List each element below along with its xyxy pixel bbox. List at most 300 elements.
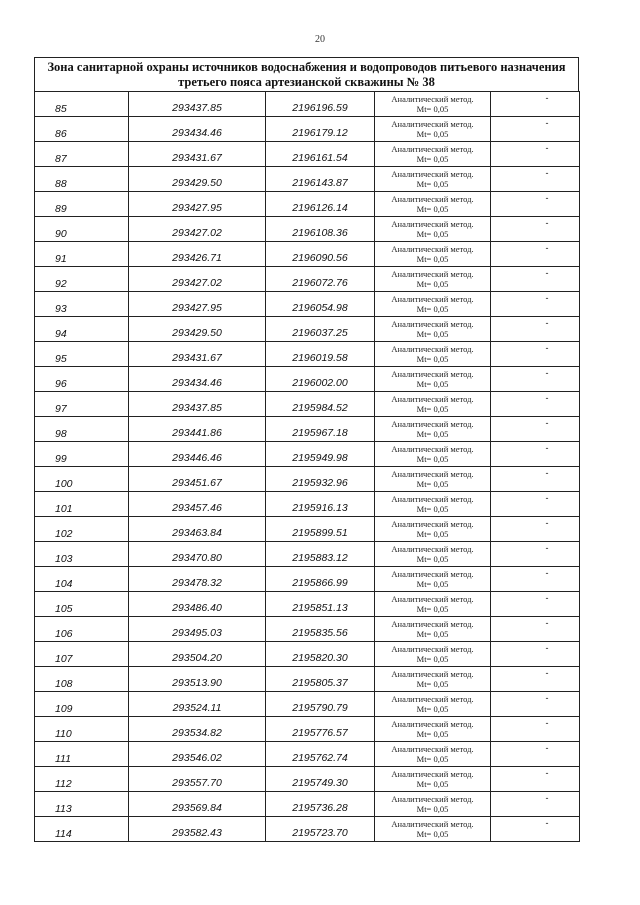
point-number-cell [35, 742, 129, 767]
note-mark: - [545, 468, 549, 478]
note-cell [491, 592, 580, 617]
table-row [35, 517, 580, 542]
point-number: 105 [55, 603, 73, 615]
y-coordinate-cell [266, 367, 375, 392]
x-coordinate-cell [129, 492, 266, 517]
y-coordinate: 2196054.98 [292, 302, 348, 314]
note-cell [491, 442, 580, 467]
y-coordinate: 2196072.76 [292, 277, 348, 289]
page-number: 20 [315, 34, 325, 45]
x-coordinate-cell [129, 617, 266, 642]
y-coordinate: 2196090.56 [292, 252, 348, 264]
y-coordinate: 2195805.37 [292, 677, 348, 689]
point-number-cell [35, 117, 129, 142]
point-number-cell [35, 767, 129, 792]
point-number-cell [35, 192, 129, 217]
method-cell [375, 542, 491, 567]
x-coordinate-cell [129, 142, 266, 167]
method-cell [375, 292, 491, 317]
method-name: Аналитический метод. [391, 544, 474, 554]
point-number-cell [35, 717, 129, 742]
point-number: 106 [55, 628, 73, 640]
method-accuracy: Mt= 0,05 [416, 479, 449, 489]
point-number-cell [35, 642, 129, 667]
method-accuracy: Mt= 0,05 [416, 104, 449, 114]
point-number: 86 [55, 128, 67, 140]
table-row [35, 492, 580, 517]
y-coordinate-cell [266, 617, 375, 642]
x-coordinate: 293451.67 [172, 477, 222, 489]
point-number: 95 [55, 353, 67, 365]
method-accuracy: Mt= 0,05 [416, 329, 449, 339]
method-cell [375, 767, 491, 792]
method-name: Аналитический метод. [391, 294, 474, 304]
method-accuracy: Mt= 0,05 [416, 504, 449, 514]
note-cell [491, 117, 580, 142]
point-number: 113 [55, 803, 72, 815]
note-mark: - [545, 518, 549, 528]
point-number-cell [35, 467, 129, 492]
y-coordinate: 2196019.58 [292, 352, 348, 364]
y-coordinate: 2196143.87 [292, 177, 348, 189]
note-mark: - [545, 718, 549, 728]
note-cell [491, 92, 580, 117]
point-number: 111 [55, 753, 71, 765]
note-mark: - [545, 243, 549, 253]
method-cell [375, 167, 491, 192]
method-name: Аналитический метод. [391, 694, 474, 704]
x-coordinate: 293513.90 [172, 677, 222, 689]
method-name: Аналитический метод. [391, 444, 474, 454]
table-row [35, 817, 580, 842]
point-number: 88 [55, 178, 67, 190]
y-coordinate: 2195916.13 [292, 502, 348, 514]
method-cell [375, 567, 491, 592]
method-accuracy: Mt= 0,05 [416, 279, 449, 289]
point-number: 93 [55, 303, 67, 315]
note-cell [491, 617, 580, 642]
note-mark: - [545, 393, 549, 403]
method-cell [375, 217, 491, 242]
table-row [35, 317, 580, 342]
method-cell [375, 142, 491, 167]
y-coordinate: 2196179.12 [292, 127, 348, 139]
point-number-cell [35, 417, 129, 442]
x-coordinate-cell [129, 267, 266, 292]
point-number-cell [35, 92, 129, 117]
method-accuracy: Mt= 0,05 [416, 304, 449, 314]
method-cell [375, 417, 491, 442]
y-coordinate: 2195736.28 [292, 802, 348, 814]
point-number: 107 [55, 653, 73, 665]
coordinates-sheet [34, 57, 579, 842]
table-row [35, 417, 580, 442]
point-number: 92 [55, 278, 67, 290]
point-number: 87 [55, 153, 67, 165]
note-mark: - [545, 643, 549, 653]
point-number: 97 [55, 403, 67, 415]
y-coordinate: 2195762.74 [292, 752, 348, 764]
x-coordinate-cell [129, 742, 266, 767]
point-number-cell [35, 242, 129, 267]
note-mark: - [545, 318, 549, 328]
note-mark: - [545, 493, 549, 503]
x-coordinate-cell [129, 242, 266, 267]
method-name: Аналитический метод. [391, 644, 474, 654]
method-accuracy: Mt= 0,05 [416, 829, 449, 839]
table-row [35, 392, 580, 417]
y-coordinate: 2195949.98 [292, 452, 348, 464]
note-cell [491, 342, 580, 367]
point-number-cell [35, 692, 129, 717]
method-cell [375, 642, 491, 667]
method-accuracy: Mt= 0,05 [416, 454, 449, 464]
point-number: 98 [55, 428, 67, 440]
method-name: Аналитический метод. [391, 194, 474, 204]
method-accuracy: Mt= 0,05 [416, 654, 449, 664]
point-number-cell [35, 392, 129, 417]
note-mark: - [545, 293, 549, 303]
point-number: 102 [55, 528, 73, 540]
note-mark: - [545, 268, 549, 278]
table-row [35, 792, 580, 817]
table-row [35, 467, 580, 492]
note-mark: - [545, 168, 549, 178]
point-number-cell [35, 817, 129, 842]
method-name: Аналитический метод. [391, 344, 474, 354]
y-coordinate-cell [266, 167, 375, 192]
table-row [35, 667, 580, 692]
point-number: 104 [55, 578, 73, 590]
point-number-cell [35, 442, 129, 467]
y-coordinate-cell [266, 317, 375, 342]
x-coordinate-cell [129, 342, 266, 367]
x-coordinate-cell [129, 367, 266, 392]
y-coordinate-cell [266, 517, 375, 542]
x-coordinate-cell [129, 567, 266, 592]
x-coordinate: 293441.86 [172, 427, 222, 439]
note-mark: - [545, 568, 549, 578]
point-number: 96 [55, 378, 67, 390]
method-cell [375, 342, 491, 367]
table-row [35, 767, 580, 792]
x-coordinate-cell [129, 167, 266, 192]
x-coordinate-cell [129, 392, 266, 417]
y-coordinate: 2196196.59 [292, 102, 348, 114]
note-mark: - [545, 118, 549, 128]
note-mark: - [545, 418, 549, 428]
y-coordinate-cell [266, 342, 375, 367]
method-accuracy: Mt= 0,05 [416, 604, 449, 614]
table-row [35, 642, 580, 667]
y-coordinate-cell [266, 592, 375, 617]
note-cell [491, 792, 580, 817]
note-mark: - [545, 818, 549, 828]
method-name: Аналитический метод. [391, 369, 474, 379]
x-coordinate-cell [129, 792, 266, 817]
note-cell [491, 542, 580, 567]
method-cell [375, 117, 491, 142]
method-accuracy: Mt= 0,05 [416, 154, 449, 164]
method-accuracy: Mt= 0,05 [416, 354, 449, 364]
note-cell [491, 217, 580, 242]
y-coordinate: 2195984.52 [292, 402, 348, 414]
x-coordinate: 293569.84 [172, 802, 222, 814]
y-coordinate: 2195820.30 [292, 652, 348, 664]
coordinates-table [34, 91, 580, 842]
table-row [35, 342, 580, 367]
method-name: Аналитический метод. [391, 119, 474, 129]
y-coordinate: 2195835.56 [292, 627, 348, 639]
method-accuracy: Mt= 0,05 [416, 229, 449, 239]
point-number-cell [35, 592, 129, 617]
y-coordinate-cell [266, 142, 375, 167]
method-accuracy: Mt= 0,05 [416, 679, 449, 689]
note-mark: - [545, 343, 549, 353]
method-name: Аналитический метод. [391, 669, 474, 679]
y-coordinate: 2195723.70 [292, 827, 348, 839]
y-coordinate-cell [266, 92, 375, 117]
y-coordinate-cell [266, 292, 375, 317]
table-row [35, 192, 580, 217]
method-accuracy: Mt= 0,05 [416, 179, 449, 189]
x-coordinate: 293427.02 [172, 227, 222, 239]
method-name: Аналитический метод. [391, 719, 474, 729]
note-cell [491, 317, 580, 342]
method-cell [375, 92, 491, 117]
x-coordinate: 293486.40 [172, 602, 222, 614]
x-coordinate: 293546.02 [172, 752, 222, 764]
method-accuracy: Mt= 0,05 [416, 379, 449, 389]
method-name: Аналитический метод. [391, 519, 474, 529]
y-coordinate-cell [266, 742, 375, 767]
note-mark: - [545, 143, 549, 153]
y-coordinate-cell [266, 192, 375, 217]
point-number: 91 [55, 253, 67, 265]
y-coordinate-cell [266, 542, 375, 567]
y-coordinate: 2196108.36 [292, 227, 348, 239]
x-coordinate: 293427.95 [172, 302, 222, 314]
note-cell [491, 692, 580, 717]
note-mark: - [545, 193, 549, 203]
point-number: 103 [55, 553, 73, 565]
table-row [35, 92, 580, 117]
y-coordinate: 2195899.51 [292, 527, 348, 539]
x-coordinate-cell [129, 767, 266, 792]
x-coordinate: 293426.71 [172, 252, 222, 264]
method-name: Аналитический метод. [391, 794, 474, 804]
method-cell [375, 517, 491, 542]
y-coordinate-cell [266, 242, 375, 267]
x-coordinate-cell [129, 667, 266, 692]
method-name: Аналитический метод. [391, 169, 474, 179]
method-name: Аналитический метод. [391, 144, 474, 154]
x-coordinate-cell [129, 292, 266, 317]
table-row [35, 442, 580, 467]
table-row [35, 267, 580, 292]
y-coordinate-cell [266, 692, 375, 717]
note-mark: - [545, 793, 549, 803]
table-row [35, 142, 580, 167]
note-cell [491, 492, 580, 517]
note-cell [491, 742, 580, 767]
point-number-cell [35, 342, 129, 367]
point-number-cell [35, 792, 129, 817]
point-number: 100 [55, 478, 73, 490]
x-coordinate: 293478.32 [172, 577, 222, 589]
x-coordinate-cell [129, 717, 266, 742]
method-cell [375, 667, 491, 692]
point-number: 109 [55, 703, 73, 715]
method-name: Аналитический метод. [391, 394, 474, 404]
note-cell [491, 292, 580, 317]
y-coordinate-cell [266, 117, 375, 142]
x-coordinate: 293427.02 [172, 277, 222, 289]
x-coordinate: 293437.85 [172, 402, 222, 414]
method-name: Аналитический метод. [391, 269, 474, 279]
method-name: Аналитический метод. [391, 94, 474, 104]
note-mark: - [545, 743, 549, 753]
x-coordinate-cell [129, 417, 266, 442]
method-cell [375, 742, 491, 767]
method-name: Аналитический метод. [391, 594, 474, 604]
x-coordinate: 293557.70 [172, 777, 222, 789]
point-number-cell [35, 167, 129, 192]
method-cell [375, 592, 491, 617]
method-accuracy: Mt= 0,05 [416, 129, 449, 139]
note-mark: - [545, 768, 549, 778]
x-coordinate-cell [129, 542, 266, 567]
x-coordinate-cell [129, 192, 266, 217]
method-cell [375, 267, 491, 292]
x-coordinate: 293431.67 [172, 152, 222, 164]
table-row [35, 117, 580, 142]
method-name: Аналитический метод. [391, 419, 474, 429]
note-mark: - [545, 368, 549, 378]
method-accuracy: Mt= 0,05 [416, 779, 449, 789]
y-coordinate-cell [266, 717, 375, 742]
title-line-1: Зона санитарной охраны источников водоснабжения и водопроводов питьевого назначения [47, 60, 566, 74]
method-name: Аналитический метод. [391, 819, 474, 829]
title-line-2: третьего пояса артезианской скважины № 38 [178, 75, 435, 89]
note-cell [491, 392, 580, 417]
note-cell [491, 467, 580, 492]
point-number-cell [35, 292, 129, 317]
point-number-cell [35, 542, 129, 567]
x-coordinate: 293534.82 [172, 727, 222, 739]
x-coordinate: 293457.46 [172, 502, 222, 514]
y-coordinate: 2195866.99 [292, 577, 348, 589]
y-coordinate: 2196126.14 [292, 202, 348, 214]
y-coordinate-cell [266, 217, 375, 242]
table-row [35, 742, 580, 767]
table-row [35, 617, 580, 642]
x-coordinate: 293446.46 [172, 452, 222, 464]
method-name: Аналитический метод. [391, 244, 474, 254]
table-row [35, 217, 580, 242]
x-coordinate-cell [129, 117, 266, 142]
x-coordinate-cell [129, 467, 266, 492]
point-number: 110 [55, 728, 72, 740]
x-coordinate-cell [129, 517, 266, 542]
method-cell [375, 717, 491, 742]
point-number-cell [35, 142, 129, 167]
y-coordinate-cell [266, 642, 375, 667]
point-number: 94 [55, 328, 67, 340]
method-cell [375, 817, 491, 842]
note-mark: - [545, 443, 549, 453]
y-coordinate-cell [266, 392, 375, 417]
y-coordinate-cell [266, 267, 375, 292]
point-number-cell [35, 617, 129, 642]
x-coordinate: 293437.85 [172, 102, 222, 114]
method-accuracy: Mt= 0,05 [416, 204, 449, 214]
note-cell [491, 417, 580, 442]
x-coordinate-cell [129, 642, 266, 667]
x-coordinate: 293470.80 [172, 552, 222, 564]
method-accuracy: Mt= 0,05 [416, 729, 449, 739]
method-cell [375, 317, 491, 342]
x-coordinate: 293434.46 [172, 127, 222, 139]
note-cell [491, 717, 580, 742]
y-coordinate: 2196037.25 [292, 327, 348, 339]
note-cell [491, 242, 580, 267]
point-number: 85 [55, 103, 67, 115]
point-number: 90 [55, 228, 67, 240]
y-coordinate-cell [266, 667, 375, 692]
x-coordinate-cell [129, 217, 266, 242]
method-name: Аналитический метод. [391, 569, 474, 579]
x-coordinate: 293463.84 [172, 527, 222, 539]
table-row [35, 292, 580, 317]
note-mark: - [545, 618, 549, 628]
x-coordinate: 293434.46 [172, 377, 222, 389]
x-coordinate: 293429.50 [172, 177, 222, 189]
method-accuracy: Mt= 0,05 [416, 404, 449, 414]
method-name: Аналитический метод. [391, 769, 474, 779]
method-cell [375, 392, 491, 417]
method-cell [375, 442, 491, 467]
note-mark: - [545, 593, 549, 603]
method-accuracy: Mt= 0,05 [416, 629, 449, 639]
x-coordinate: 293524.11 [172, 702, 222, 714]
method-name: Аналитический метод. [391, 494, 474, 504]
y-coordinate-cell [266, 567, 375, 592]
method-accuracy: Mt= 0,05 [416, 529, 449, 539]
method-cell [375, 467, 491, 492]
table-row [35, 592, 580, 617]
note-cell [491, 667, 580, 692]
y-coordinate-cell [266, 817, 375, 842]
x-coordinate: 293427.95 [172, 202, 222, 214]
method-cell [375, 617, 491, 642]
note-cell [491, 142, 580, 167]
point-number: 101 [55, 503, 73, 515]
y-coordinate: 2195749.30 [292, 777, 348, 789]
method-cell [375, 792, 491, 817]
method-name: Аналитический метод. [391, 469, 474, 479]
point-number-cell [35, 367, 129, 392]
x-coordinate: 293495.03 [172, 627, 222, 639]
y-coordinate-cell [266, 442, 375, 467]
note-mark: - [545, 543, 549, 553]
method-cell [375, 192, 491, 217]
table-row [35, 242, 580, 267]
method-cell [375, 492, 491, 517]
y-coordinate: 2195851.13 [292, 602, 348, 614]
x-coordinate: 293431.67 [172, 352, 222, 364]
note-cell [491, 817, 580, 842]
